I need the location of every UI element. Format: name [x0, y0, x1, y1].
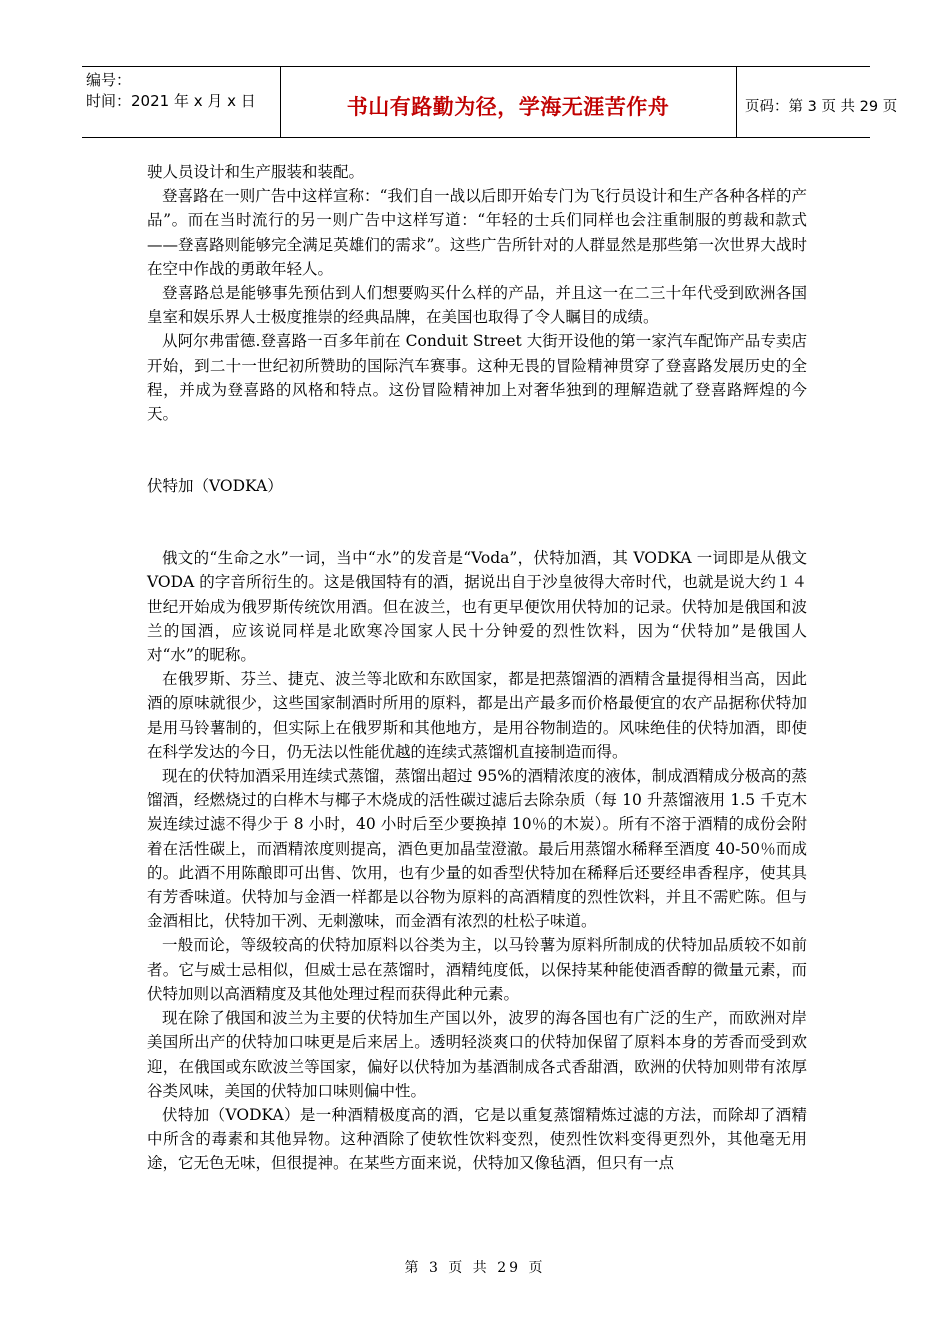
- paragraph: 现在的伏特加酒采用连续式蒸馏，蒸馏出超过 95%的酒精浓度的液体，制成酒精成分极高的蒸馏酒，经燃烧过的白桦木与椰子木烧成的活性碳过滤后去除杂质（每 10 升蒸馏液用 1.5 千克木炭连续过滤不得少于 8 小时，40 小时后至少要换掉 10％的木炭）。所有不溶于酒精的成份会附着在活性碳上，而酒精浓度则提高，酒色更加晶莹澄澈。最后用蒸馏水稀释至酒度 40-50％而成的。此酒不用陈酿即可出售、饮用，也有少量的如香型伏特加在稀释后还要经串香程序，使其具有芳香味道。伏特加与金酒一样都是以谷物为原料的高酒精度的烈性饮料，并且不需贮陈。但与金酒相比，伏特加干冽、无刺激味，而金酒有浓烈的杜松子味道。: [147, 767, 807, 931]
- paragraph: 俄文的“生命之水”一词，当中“水”的发音是“Voda”，伏特加酒，其 VODKA 一词即是从俄文 VODA 的字音所衍生的。这是俄国特有的酒，据说出自于沙皇彼得大帝时代，也就是说大约１４世纪开始成为俄罗斯传统饮用酒。但在波兰，也有更早便饮用伏特加的记录。伏特加是俄国和波兰的国酒，应该说同样是北欧寒冷国家人民十分钟爱的烈性饮料，因为“伏特加”是俄国人对“水”的昵称。: [147, 549, 807, 665]
- paragraph: 一般而论，等级较高的伏特加原料以谷类为主，以马铃薯为原料所制成的伏特加品质较不如前者。它与威士忌相似，但威士忌在蒸馏时，酒精纯度低，以保持某种能使酒香醇的微量元素，而伏特加则以高酒精度及其他处理过程而获得此种元素。: [147, 936, 807, 1003]
- page-header: [82, 66, 898, 138]
- paragraph: 现在除了俄国和波兰为主要的伏特加生产国以外，波罗的海各国也有广泛的生产，而欧洲对岸美国所出产的伏特加口味更是后来居上。透明轻淡爽口的伏特加保留了原料本身的芳香而受到欢迎，在俄国或东欧波兰等国家，偏好以伏特加为基酒制成各式香甜酒，欧洲的伏特加则带有浓厚谷类风味，美国的伏特加口味则偏中性。: [147, 1009, 807, 1100]
- doc-number-label: 编号：: [86, 71, 132, 89]
- header-page-cell: [737, 67, 898, 137]
- document-body: [147, 160, 807, 1176]
- paragraph: 驶人员设计和生产服装和装配。: [147, 163, 365, 181]
- header-motto: 书山有路勤为径，学海无涯苦作舟: [346, 95, 670, 119]
- header-left-cell: [82, 67, 281, 137]
- paragraph: 登喜路在一则广告中这样宣称：“我们自一战以后即开始专门为飞行员设计和生产各种各样的产品”。而在当时流行的另一则广告中这样写道：“年轻的士兵们同样也会注重制服的剪裁和款式——登喜路则能够完全满足英雄们的需求”。这些广告所针对的人群显然是那些第一次世界大战时在空中作战的勇敢年轻人。: [147, 187, 807, 278]
- header-motto-cell: [280, 67, 737, 137]
- paragraph: 伏特加（VODKA）是一种酒精极度高的酒，它是以重复蒸馏精炼过滤的方法，而除却了酒精中所含的毒素和其他异物。这种酒除了使软性饮料变烈，使烈性饮料变得更烈外，其他毫无用途，它无色无味，但很提神。在某些方面来说，伏特加又像毡酒，但只有一点: [147, 1105, 807, 1173]
- section-heading: 伏特加（VODKA）: [147, 477, 283, 496]
- paragraph: 在俄罗斯、芬兰、捷克、波兰等北欧和东欧国家，都是把蒸馏酒的酒精含量提得相当高，因此酒的原味就很少，这些国家制酒时所用的原料，都是出产最多而价格最便宜的农产品据称伏特加是用马铃薯制的，但实际上在俄罗斯和其他地方，是用谷物制造的。风味绝佳的伏特加酒，即使在科学发达的今日，仍无法以性能优越的连续式蒸馏机直接制造而得。: [147, 670, 807, 761]
- paragraph: 从阿尔弗雷德.登喜路一百多年前在 Conduit Street 大街开设他的第一家汽车配饰产品专卖店开始，到二十一世纪初所赞助的国际汽车赛事。这种无畏的冒险精神贯穿了登喜路发展历史的全程，并成为登喜路的风格和特点。这份冒险精神加上对奢华独到的理解造就了登喜路辉煌的今天。: [147, 332, 807, 424]
- doc-date-label: 时间：2021 年 x 月 x 日: [86, 92, 256, 110]
- page-footer: 第 3 页 共 29 页: [404, 1260, 546, 1276]
- paragraph: 登喜路总是能够事先预估到人们想要购买什么样的产品，并且这一在二三十年代受到欧洲各国皇室和娱乐界人士极度推崇的经典品牌，在美国也取得了令人瞩目的成绩。: [147, 284, 807, 327]
- header-page-number: 页码：第 3 页 共 29 页: [745, 99, 898, 115]
